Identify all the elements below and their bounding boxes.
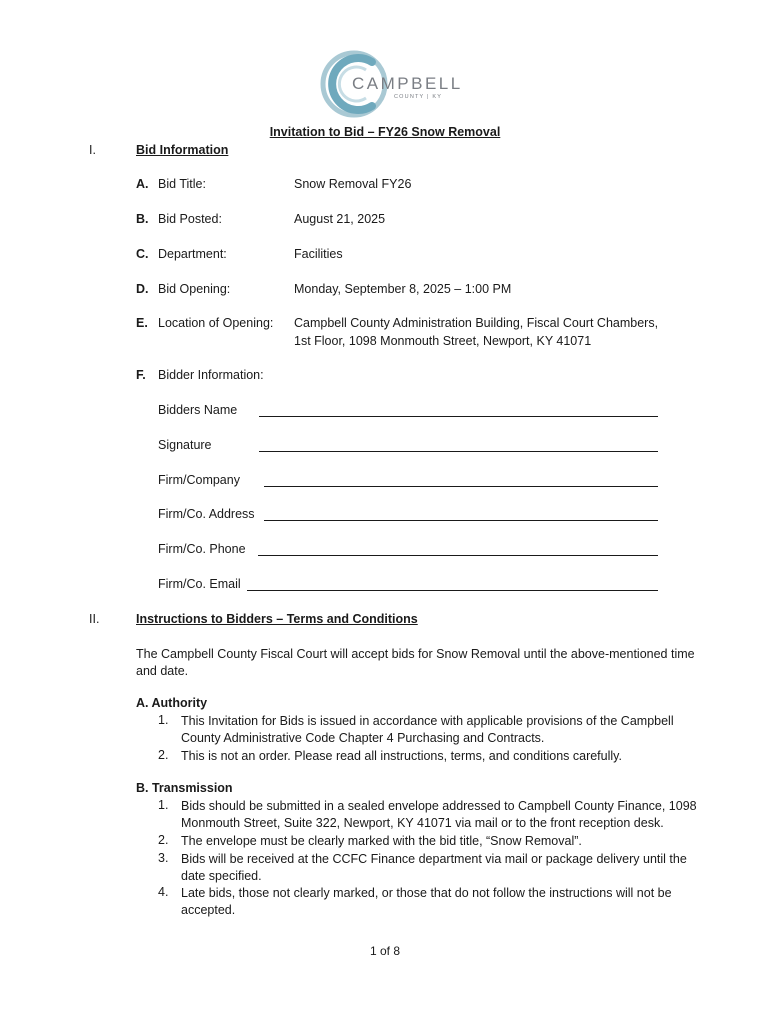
- list-line: accepted.: [181, 903, 236, 917]
- authority-heading: A. Authority: [136, 696, 208, 710]
- firm-address-label: Firm/Co. Address: [158, 507, 255, 521]
- list-item: [181, 833, 701, 850]
- list-item: [181, 798, 701, 832]
- firm-phone-blank[interactable]: [258, 555, 658, 556]
- field-value-bid-posted: August 21, 2025: [294, 212, 386, 226]
- list-line: Bids will be received at the CCFC Finance department via mail or package delivery until the: [181, 852, 687, 866]
- section-title: Instructions to Bidders – Terms and Conditions: [136, 612, 418, 626]
- list-line: date specified.: [181, 869, 262, 883]
- field-label-bid-posted: Bid Posted:: [158, 212, 222, 226]
- field-value-bid-opening: Monday, September 8, 2025 – 1:00 PM: [294, 282, 512, 296]
- section-title: Bid Information: [136, 143, 229, 157]
- firm-address-blank[interactable]: [264, 520, 658, 521]
- field-value-location-line2: 1st Floor, 1098 Monmouth Street, Newport, KY 41071: [294, 334, 592, 348]
- field-label-bid-title: Bid Title:: [158, 177, 206, 191]
- list-number: 1.: [158, 713, 169, 727]
- firm-email-blank[interactable]: [247, 590, 658, 591]
- logo-subtitle: COUNTY | KY: [394, 94, 443, 100]
- firm-phone-label: Firm/Co. Phone: [158, 542, 246, 556]
- section-number: II.: [89, 612, 100, 626]
- list-line: Late bids, those not clearly marked, or those that do not follow the instructions will not be: [181, 886, 672, 900]
- signature-label: Signature: [158, 438, 212, 452]
- firm-company-label: Firm/Company: [158, 473, 240, 487]
- list-line: This is not an order. Please read all instructions, terms, and conditions carefully.: [181, 749, 622, 763]
- field-label-department: Department:: [158, 247, 227, 261]
- list-line: Bids should be submitted in a sealed envelope addressed to Campbell County Finance, 1098: [181, 799, 697, 813]
- list-item: [181, 885, 701, 919]
- list-line: County Administrative Code Chapter 4 Purchasing and Contracts.: [181, 731, 545, 745]
- field-value-location-line1: Campbell County Administration Building, Fiscal Court Chambers,: [294, 316, 659, 330]
- firm-email-label: Firm/Co. Email: [158, 577, 241, 591]
- intro-line: and date.: [136, 664, 189, 678]
- page-number: 1 of 8: [369, 944, 401, 958]
- list-item: [181, 713, 701, 747]
- list-number: 2.: [158, 748, 169, 762]
- list-number: 2.: [158, 833, 169, 847]
- transmission-heading: B. Transmission: [136, 781, 233, 795]
- field-letter: F.: [136, 368, 146, 382]
- logo-wordmark: CAMPBELL: [352, 74, 463, 93]
- bidder-name-blank[interactable]: [259, 416, 658, 417]
- section-number: I.: [89, 143, 96, 157]
- signature-blank[interactable]: [259, 451, 658, 452]
- field-value-department: Facilities: [294, 247, 343, 261]
- field-letter: C.: [136, 247, 149, 261]
- field-letter: D.: [136, 282, 149, 296]
- bidder-info-label: Bidder Information:: [158, 368, 264, 382]
- list-line: The envelope must be clearly marked with the bid title, “Snow Removal”.: [181, 834, 582, 848]
- bidder-name-label: Bidders Name: [158, 403, 238, 417]
- list-line: This Invitation for Bids is issued in accordance with applicable provisions of the Campbell: [181, 714, 674, 728]
- field-letter: E.: [136, 316, 148, 330]
- field-label-location: Location of Opening:: [158, 316, 274, 330]
- document-title: Invitation to Bid – FY26 Snow Removal: [269, 125, 501, 139]
- firm-company-blank[interactable]: [264, 486, 658, 487]
- list-number: 4.: [158, 885, 169, 899]
- field-value-bid-title: Snow Removal FY26: [294, 177, 412, 191]
- list-item: [181, 851, 701, 885]
- intro-paragraph: [136, 646, 716, 680]
- field-label-bid-opening: Bid Opening:: [158, 282, 231, 296]
- list-number: 1.: [158, 798, 169, 812]
- intro-line: The Campbell County Fiscal Court will accept bids for Snow Removal until the above-mentioned time: [136, 647, 695, 661]
- list-line: Monmouth Street, Suite 322, Newport, KY 41071 via mail or to the front reception desk.: [181, 816, 664, 830]
- list-number: 3.: [158, 851, 169, 865]
- field-letter: B.: [136, 212, 149, 226]
- list-item: [181, 748, 701, 765]
- field-letter: A.: [136, 177, 149, 191]
